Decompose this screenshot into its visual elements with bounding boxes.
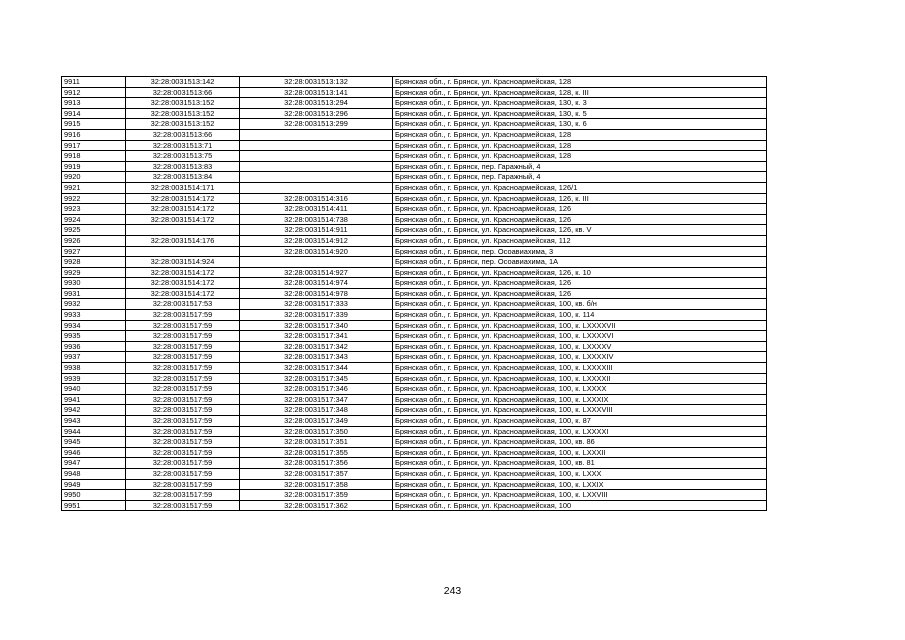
address-cell: Брянская обл., г. Брянск, ул. Красноармейская, 126/1 — [393, 182, 767, 193]
table-row — [62, 267, 767, 278]
table-row — [62, 225, 767, 236]
cadastral-number-cell: 32:28:0031513:152 — [126, 98, 240, 109]
row-number-cell: 9935 — [62, 331, 126, 342]
related-cadastral-number-cell — [240, 129, 393, 140]
cadastral-number-cell: 32:28:0031514:176 — [126, 235, 240, 246]
cadastral-number-cell: 32:28:0031513:152 — [126, 108, 240, 119]
table-row — [62, 320, 767, 331]
related-cadastral-number-cell: 32:28:0031513:299 — [240, 119, 393, 130]
cadastral-number-cell: 32:28:0031517:59 — [126, 394, 240, 405]
related-cadastral-number-cell: 32:28:0031517:356 — [240, 458, 393, 469]
table-row — [62, 416, 767, 427]
cadastral-number-cell: 32:28:0031517:59 — [126, 490, 240, 501]
address-cell: Брянская обл., г. Брянск, пер. Гаражный, 4 — [393, 172, 767, 183]
table-row — [62, 310, 767, 321]
row-number-cell: 9942 — [62, 405, 126, 416]
table-row — [62, 214, 767, 225]
table-row — [62, 299, 767, 310]
address-cell: Брянская обл., г. Брянск, ул. Красноармейская, 126 — [393, 204, 767, 215]
row-number-cell: 9917 — [62, 140, 126, 151]
row-number-cell: 9929 — [62, 267, 126, 278]
address-cell: Брянская обл., г. Брянск, ул. Красноармейская, 100, к. LXXX — [393, 468, 767, 479]
table-row — [62, 235, 767, 246]
row-number-cell: 9911 — [62, 77, 126, 88]
related-cadastral-number-cell: 32:28:0031517:350 — [240, 426, 393, 437]
related-cadastral-number-cell — [240, 182, 393, 193]
row-number-cell: 9933 — [62, 310, 126, 321]
address-cell: Брянская обл., г. Брянск, ул. Красноармейская, 100, к. LXXXX — [393, 384, 767, 395]
related-cadastral-number-cell — [240, 151, 393, 162]
address-cell: Брянская обл., г. Брянск, ул. Красноармейская, 100, к. LXXIX — [393, 479, 767, 490]
address-cell: Брянская обл., г. Брянск, ул. Красноармейская, 128 — [393, 140, 767, 151]
related-cadastral-number-cell: 32:28:0031514:316 — [240, 193, 393, 204]
address-cell: Брянская обл., г. Брянск, ул. Красноармейская, 112 — [393, 235, 767, 246]
address-cell: Брянская обл., г. Брянск, ул. Красноармейская, 100, к. 114 — [393, 310, 767, 321]
cadastral-number-cell: 32:28:0031513:66 — [126, 87, 240, 98]
address-cell: Брянская обл., г. Брянск, ул. Красноармейская, 100, к. LXXXXIII — [393, 363, 767, 374]
address-cell: Брянская обл., г. Брянск, ул. Красноармейская, 130, к. 6 — [393, 119, 767, 130]
cadastral-number-cell: 32:28:0031514:172 — [126, 288, 240, 299]
address-cell: Брянская обл., г. Брянск, ул. Красноармейская, 100, к. LXXXXVI — [393, 331, 767, 342]
cadastral-number-cell: 32:28:0031517:59 — [126, 437, 240, 448]
cadastral-number-cell: 32:28:0031517:59 — [126, 352, 240, 363]
related-cadastral-number-cell: 32:28:0031514:912 — [240, 235, 393, 246]
table-row — [62, 405, 767, 416]
cadastral-number-cell: 32:28:0031517:59 — [126, 310, 240, 321]
cadastral-number-cell: 32:28:0031514:172 — [126, 278, 240, 289]
cadastral-number-cell — [126, 246, 240, 257]
address-cell: Брянская обл., г. Брянск, ул. Красноармейская, 100, к. LXXXXI — [393, 426, 767, 437]
row-number-cell: 9925 — [62, 225, 126, 236]
address-cell: Брянская обл., г. Брянск, ул. Красноармейская, 100, к. LXXXXII — [393, 373, 767, 384]
registry-table-body — [62, 77, 767, 511]
table-row — [62, 468, 767, 479]
related-cadastral-number-cell: 32:28:0031514:738 — [240, 214, 393, 225]
cadastral-number-cell: 32:28:0031514:172 — [126, 214, 240, 225]
table-row — [62, 458, 767, 469]
table-row — [62, 384, 767, 395]
address-cell: Брянская обл., г. Брянск, ул. Красноармейская, 100, кв. 81 — [393, 458, 767, 469]
cadastral-number-cell: 32:28:0031513:83 — [126, 161, 240, 172]
cadastral-number-cell: 32:28:0031517:59 — [126, 500, 240, 511]
cadastral-number-cell: 32:28:0031513:66 — [126, 129, 240, 140]
table-row — [62, 447, 767, 458]
address-cell: Брянская обл., г. Брянск, ул. Красноармейская, 100, кв. 86 — [393, 437, 767, 448]
cadastral-number-cell: 32:28:0031517:59 — [126, 331, 240, 342]
row-number-cell: 9931 — [62, 288, 126, 299]
related-cadastral-number-cell: 32:28:0031517:347 — [240, 394, 393, 405]
row-number-cell: 9951 — [62, 500, 126, 511]
row-number-cell: 9950 — [62, 490, 126, 501]
address-cell: Брянская обл., г. Брянск, ул. Красноармейская, 100, к. LXXXII — [393, 447, 767, 458]
related-cadastral-number-cell: 32:28:0031514:978 — [240, 288, 393, 299]
address-cell: Брянская обл., г. Брянск, ул. Красноармейская, 126, кв. V — [393, 225, 767, 236]
related-cadastral-number-cell: 32:28:0031517:333 — [240, 299, 393, 310]
address-cell: Брянская обл., г. Брянск, пер. Осоавиахима, 3 — [393, 246, 767, 257]
related-cadastral-number-cell: 32:28:0031514:911 — [240, 225, 393, 236]
address-cell: Брянская обл., г. Брянск, ул. Красноармейская, 130, к. 5 — [393, 108, 767, 119]
table-row — [62, 341, 767, 352]
row-number-cell: 9943 — [62, 416, 126, 427]
cadastral-number-cell: 32:28:0031517:59 — [126, 373, 240, 384]
address-cell: Брянская обл., г. Брянск, ул. Красноармейская, 100, к. LXXVIII — [393, 490, 767, 501]
related-cadastral-number-cell — [240, 161, 393, 172]
address-cell: Брянская обл., г. Брянск, ул. Красноармейская, 128 — [393, 77, 767, 88]
related-cadastral-number-cell: 32:28:0031517:342 — [240, 341, 393, 352]
address-cell: Брянская обл., г. Брянск, ул. Красноармейская, 126 — [393, 288, 767, 299]
row-number-cell: 9947 — [62, 458, 126, 469]
row-number-cell: 9928 — [62, 257, 126, 268]
cadastral-number-cell: 32:28:0031517:59 — [126, 341, 240, 352]
related-cadastral-number-cell: 32:28:0031517:341 — [240, 331, 393, 342]
cadastral-number-cell: 32:28:0031513:71 — [126, 140, 240, 151]
row-number-cell: 9932 — [62, 299, 126, 310]
cadastral-number-cell: 32:28:0031517:53 — [126, 299, 240, 310]
address-cell: Брянская обл., г. Брянск, ул. Красноармейская, 100, к. LXXXIX — [393, 394, 767, 405]
row-number-cell: 9945 — [62, 437, 126, 448]
table-row — [62, 151, 767, 162]
related-cadastral-number-cell: 32:28:0031514:927 — [240, 267, 393, 278]
table-row — [62, 182, 767, 193]
table-row — [62, 98, 767, 109]
table-row — [62, 246, 767, 257]
row-number-cell: 9918 — [62, 151, 126, 162]
row-number-cell: 9926 — [62, 235, 126, 246]
table-row — [62, 500, 767, 511]
row-number-cell: 9930 — [62, 278, 126, 289]
table-row — [62, 394, 767, 405]
table-row — [62, 161, 767, 172]
row-number-cell: 9924 — [62, 214, 126, 225]
row-number-cell: 9939 — [62, 373, 126, 384]
row-number-cell: 9941 — [62, 394, 126, 405]
table-row — [62, 172, 767, 183]
row-number-cell: 9927 — [62, 246, 126, 257]
row-number-cell: 9912 — [62, 87, 126, 98]
row-number-cell: 9920 — [62, 172, 126, 183]
address-cell: Брянская обл., г. Брянск, ул. Красноармейская, 100 — [393, 500, 767, 511]
row-number-cell: 9934 — [62, 320, 126, 331]
address-cell: Брянская обл., г. Брянск, ул. Красноармейская, 100, к. LXXXVIII — [393, 405, 767, 416]
address-cell: Брянская обл., г. Брянск, ул. Красноармейская, 100, к. LXXXXVII — [393, 320, 767, 331]
related-cadastral-number-cell: 32:28:0031514:411 — [240, 204, 393, 215]
address-cell: Брянская обл., г. Брянск, ул. Красноармейская, 128, к. III — [393, 87, 767, 98]
cadastral-number-cell: 32:28:0031517:59 — [126, 426, 240, 437]
cadastral-number-cell: 32:28:0031517:59 — [126, 320, 240, 331]
row-number-cell: 9914 — [62, 108, 126, 119]
row-number-cell: 9938 — [62, 363, 126, 374]
related-cadastral-number-cell: 32:28:0031517:346 — [240, 384, 393, 395]
cadastral-number-cell: 32:28:0031514:172 — [126, 204, 240, 215]
cadastral-number-cell: 32:28:0031514:171 — [126, 182, 240, 193]
cadastral-number-cell: 32:28:0031513:75 — [126, 151, 240, 162]
table-row — [62, 193, 767, 204]
table-row — [62, 87, 767, 98]
table-row — [62, 119, 767, 130]
address-cell: Брянская обл., г. Брянск, ул. Красноармейская, 100, к. 87 — [393, 416, 767, 427]
table-row — [62, 331, 767, 342]
related-cadastral-number-cell: 32:28:0031517:343 — [240, 352, 393, 363]
row-number-cell: 9946 — [62, 447, 126, 458]
address-cell: Брянская обл., г. Брянск, ул. Красноармейская, 126 — [393, 278, 767, 289]
table-row — [62, 257, 767, 268]
address-cell: Брянская обл., г. Брянск, ул. Красноармейская, 126 — [393, 214, 767, 225]
table-row — [62, 437, 767, 448]
table-row — [62, 426, 767, 437]
cadastral-number-cell: 32:28:0031514:172 — [126, 267, 240, 278]
address-cell: Брянская обл., г. Брянск, ул. Красноармейская, 128 — [393, 129, 767, 140]
address-cell: Брянская обл., г. Брянск, ул. Красноармейская, 126, к. 10 — [393, 267, 767, 278]
cadastral-number-cell: 32:28:0031517:59 — [126, 384, 240, 395]
cadastral-number-cell: 32:28:0031513:84 — [126, 172, 240, 183]
cadastral-number-cell: 32:28:0031514:172 — [126, 193, 240, 204]
cadastral-number-cell: 32:28:0031513:152 — [126, 119, 240, 130]
row-number-cell: 9937 — [62, 352, 126, 363]
registry-table — [61, 76, 767, 511]
address-cell: Брянская обл., г. Брянск, ул. Красноармейская, 100, к. LXXXXV — [393, 341, 767, 352]
related-cadastral-number-cell: 32:28:0031513:141 — [240, 87, 393, 98]
row-number-cell: 9936 — [62, 341, 126, 352]
related-cadastral-number-cell: 32:28:0031517:339 — [240, 310, 393, 321]
table-row — [62, 77, 767, 88]
table-row — [62, 204, 767, 215]
cadastral-number-cell: 32:28:0031517:59 — [126, 458, 240, 469]
related-cadastral-number-cell: 32:28:0031513:296 — [240, 108, 393, 119]
related-cadastral-number-cell — [240, 140, 393, 151]
table-row — [62, 363, 767, 374]
row-number-cell: 9944 — [62, 426, 126, 437]
table-row — [62, 373, 767, 384]
address-cell: Брянская обл., г. Брянск, пер. Гаражный, 4 — [393, 161, 767, 172]
related-cadastral-number-cell — [240, 257, 393, 268]
row-number-cell: 9915 — [62, 119, 126, 130]
cadastral-number-cell: 32:28:0031517:59 — [126, 447, 240, 458]
related-cadastral-number-cell: 32:28:0031517:349 — [240, 416, 393, 427]
row-number-cell: 9916 — [62, 129, 126, 140]
page-number: 243 — [443, 585, 462, 597]
table-row — [62, 108, 767, 119]
related-cadastral-number-cell: 32:28:0031517:355 — [240, 447, 393, 458]
related-cadastral-number-cell: 32:28:0031513:294 — [240, 98, 393, 109]
address-cell: Брянская обл., г. Брянск, пер. Осоавиахима, 1А — [393, 257, 767, 268]
cadastral-number-cell: 32:28:0031517:59 — [126, 479, 240, 490]
cadastral-number-cell — [126, 225, 240, 236]
related-cadastral-number-cell: 32:28:0031517:344 — [240, 363, 393, 374]
address-cell: Брянская обл., г. Брянск, ул. Красноармейская, 100, кв. б/н — [393, 299, 767, 310]
row-number-cell: 9949 — [62, 479, 126, 490]
related-cadastral-number-cell: 32:28:0031514:920 — [240, 246, 393, 257]
address-cell: Брянская обл., г. Брянск, ул. Красноармейская, 100, к. LXXXXIV — [393, 352, 767, 363]
cadastral-number-cell: 32:28:0031517:59 — [126, 468, 240, 479]
related-cadastral-number-cell: 32:28:0031517:359 — [240, 490, 393, 501]
related-cadastral-number-cell: 32:28:0031517:357 — [240, 468, 393, 479]
address-cell: Брянская обл., г. Брянск, ул. Красноармейская, 130, к. 3 — [393, 98, 767, 109]
related-cadastral-number-cell: 32:28:0031517:345 — [240, 373, 393, 384]
cadastral-number-cell: 32:28:0031513:142 — [126, 77, 240, 88]
row-number-cell: 9922 — [62, 193, 126, 204]
row-number-cell: 9913 — [62, 98, 126, 109]
address-cell: Брянская обл., г. Брянск, ул. Красноармейская, 128 — [393, 151, 767, 162]
row-number-cell: 9921 — [62, 182, 126, 193]
cadastral-number-cell: 32:28:0031517:59 — [126, 416, 240, 427]
table-row — [62, 278, 767, 289]
related-cadastral-number-cell: 32:28:0031517:362 — [240, 500, 393, 511]
table-row — [62, 352, 767, 363]
cadastral-number-cell: 32:28:0031514:924 — [126, 257, 240, 268]
table-row — [62, 288, 767, 299]
row-number-cell: 9940 — [62, 384, 126, 395]
row-number-cell: 9948 — [62, 468, 126, 479]
table-row — [62, 490, 767, 501]
related-cadastral-number-cell: 32:28:0031517:340 — [240, 320, 393, 331]
table-row — [62, 479, 767, 490]
related-cadastral-number-cell: 32:28:0031517:358 — [240, 479, 393, 490]
table-row — [62, 129, 767, 140]
table-row — [62, 140, 767, 151]
related-cadastral-number-cell — [240, 172, 393, 183]
row-number-cell: 9923 — [62, 204, 126, 215]
address-cell: Брянская обл., г. Брянск, ул. Красноармейская, 126, к. III — [393, 193, 767, 204]
related-cadastral-number-cell: 32:28:0031517:351 — [240, 437, 393, 448]
related-cadastral-number-cell: 32:28:0031513:132 — [240, 77, 393, 88]
row-number-cell: 9919 — [62, 161, 126, 172]
related-cadastral-number-cell: 32:28:0031517:348 — [240, 405, 393, 416]
cadastral-number-cell: 32:28:0031517:59 — [126, 363, 240, 374]
cadastral-number-cell: 32:28:0031517:59 — [126, 405, 240, 416]
related-cadastral-number-cell: 32:28:0031514:974 — [240, 278, 393, 289]
